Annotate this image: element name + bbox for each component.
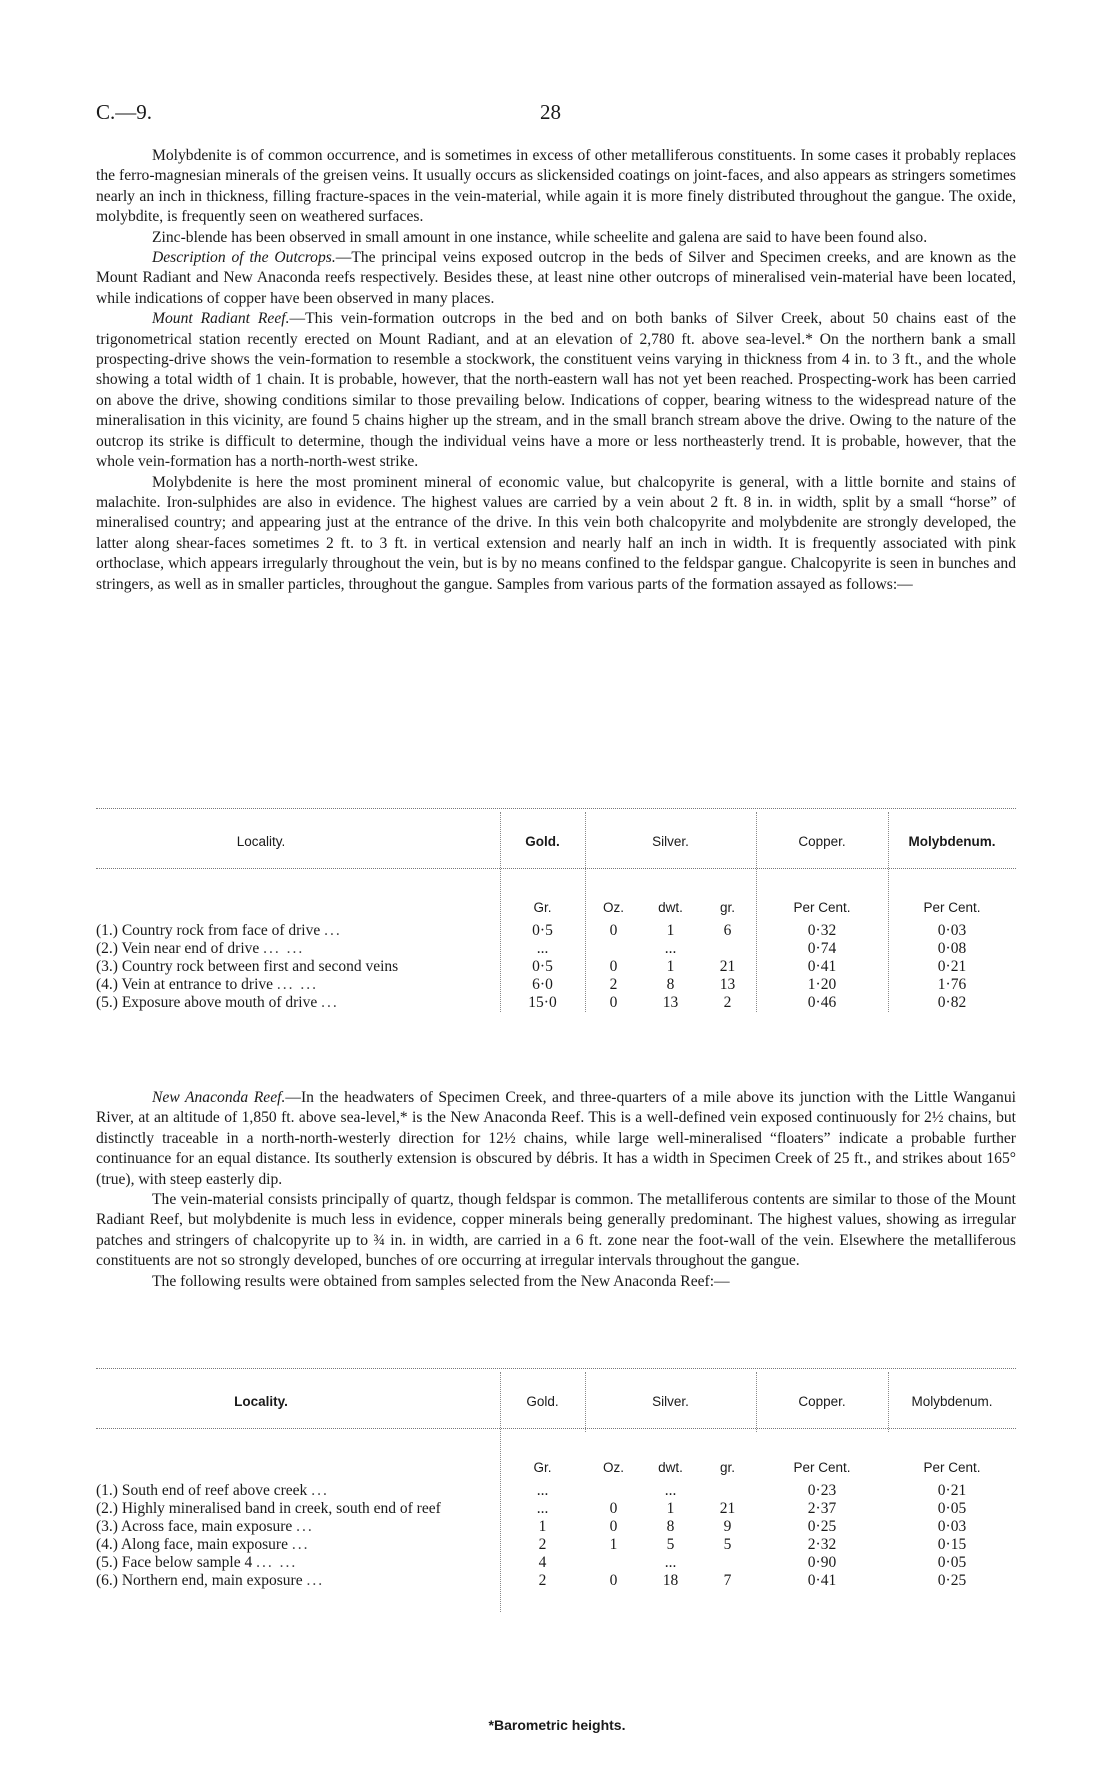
silver-dwt-cell: 1	[666, 922, 675, 939]
paragraph: New Anaconda Reef.—In the headwaters of Specimen Creek, and three-quarters of a mile above its junction with the Little Wanganui River, at an altitude of 1,850 ft. above sea-level,* is the New Anaconda Reef. This is a well-defined vein exposed continuously for 2½ chains, but distinctly traceable in a north-north-westerly direction for 12½ chains, while large well-mineralised “floaters” indicate a probable further continuance for an equal distance. Its southerly extension is obscured by débris. It has a width in Specimen Creek of 25 ft., and strikes about 165° (true), with steep easterly dip.	[96, 1089, 1016, 1188]
silver-dwt-cell: 13	[662, 994, 679, 1011]
copper-cell: 0·41	[807, 958, 837, 975]
silver-gr-cell: 7	[723, 1572, 732, 1589]
locality-cell: (2.) Highly mineralised band in creek, south end of reef	[96, 1500, 441, 1517]
footnote: *Barometric heights.	[488, 1717, 626, 1733]
molybdenum-cell: 0·05	[937, 1554, 967, 1571]
column-header-molybdenum: Molybdenum.	[911, 1394, 993, 1409]
unit-label: Per Cent.	[793, 900, 851, 915]
silver-dwt-cell: 1	[666, 1500, 675, 1517]
copper-cell: 0·23	[807, 1482, 837, 1499]
column-header-gold: Gold.	[525, 834, 560, 849]
paragraph: Molybdenite is here the most prominent mineral of economic value, but chalcopyrite is general, with a little bornite and stains of malachite. Iron-sulphides are also in evidence. The highest values are carried by a vein about 2 ft. 8 in. in width, split by a small “horse” of mineralised country; and appearing just at the entrance of the drive. In this vein both chalcopyrite and molybdenite are strongly developed, the latter along shear-faces sometimes 2 ft. to 3 ft. in vertical extension and nearly half an inch in width. It is frequently associated with pink orthoclase, which appears irregularly throughout the vein, but is by no means confined to the feldspar gangue. Chalcopyrite is seen in bunches and stringers, as well as in smaller particles, throughout the gangue. Samples from various parts of the formation assayed as follows:—	[96, 473, 1016, 593]
locality-cell: (4.) Vein at entrance to drive ... ...	[96, 976, 319, 993]
unit-label: gr.	[719, 1460, 735, 1475]
copper-cell: 2·32	[807, 1536, 837, 1553]
column-header-locality: Locality.	[236, 834, 286, 849]
molybdenum-cell: 0·82	[937, 994, 967, 1011]
unit-label: Oz.	[602, 1460, 624, 1475]
table-body	[96, 1482, 1016, 1590]
silver-dwt-cell: ...	[664, 1482, 677, 1499]
locality-cell: (6.) Northern end, main exposure ...	[96, 1572, 325, 1589]
table-rule	[96, 868, 1016, 869]
subheading: Description of the Outcrops.	[152, 249, 336, 267]
gold-cell: ...	[536, 940, 549, 957]
molybdenum-cell: 0·05	[937, 1500, 967, 1517]
locality-cell: (5.) Face below sample 4 ... ...	[96, 1554, 298, 1571]
column-header-locality: Locality.	[234, 1394, 288, 1409]
column-header-molybdenum: Molybdenum.	[908, 834, 996, 849]
molybdenum-cell: 0·21	[937, 958, 967, 975]
locality-cell: (4.) Along face, main exposure ...	[96, 1536, 310, 1553]
table-row	[96, 1572, 1016, 1590]
table-row	[96, 1482, 1016, 1500]
column-header-gold: Gold.	[526, 1394, 559, 1409]
molybdenum-cell: 0·25	[937, 1572, 967, 1589]
table-row	[96, 940, 1016, 958]
unit-label: dwt.	[658, 900, 683, 915]
silver-oz-cell: 0	[609, 922, 618, 939]
paragraph: Zinc-blende has been observed in small amount in one instance, while scheelite and galena are said to have been found also.	[152, 228, 928, 246]
paragraph: Molybdenite is of common occurrence, and is sometimes in excess of other metalliferous constituents. In some cases it probably replaces the ferro-magnesian minerals of the greisen veins. It usually occurs as slickensided coatings on joint-faces, and also appears as stringers sometimes nearly an inch in thickness, filling fracture-spaces in the vein-material, while again it is more finely distributed throughout the gangue. The oxide, molybdite, is frequently seen on weathered surfaces.	[96, 147, 1016, 226]
copper-cell: 0·32	[807, 922, 837, 939]
silver-gr-cell: 13	[719, 976, 736, 993]
column-header-copper: Copper.	[798, 834, 846, 849]
molybdenum-cell: 0·03	[937, 922, 967, 939]
gold-cell: 1	[538, 1518, 547, 1535]
silver-oz-cell: 1	[609, 1536, 618, 1553]
silver-dwt-cell: ...	[664, 1554, 677, 1571]
silver-oz-cell: 0	[609, 994, 618, 1011]
silver-gr-cell: 9	[723, 1518, 732, 1535]
table-row	[96, 1518, 1016, 1536]
copper-cell: 0·90	[807, 1554, 837, 1571]
gold-cell: 0·5	[532, 922, 553, 939]
silver-oz-cell: 2	[609, 976, 618, 993]
silver-oz-cell: 0	[609, 1518, 618, 1535]
paragraph: The following results were obtained from samples selected from the New Anaconda Reef:—	[152, 1272, 730, 1290]
column-header-silver: Silver.	[652, 834, 689, 849]
copper-cell: 0·25	[807, 1518, 837, 1535]
unit-label: dwt.	[658, 1460, 683, 1475]
silver-gr-cell: 2	[723, 994, 732, 1011]
paragraph: The vein-material consists principally of quartz, though feldspar is common. The metalliferous contents are similar to those of the Mount Radiant Reef, but molybdenite is much less in evidence, copper minerals being generally predominant. The highest values, showing as irregular patches and stringers of chalcopyrite up to ¾ in. in width, are carried in a 6 ft. zone near the foot-wall of the vein. Elsewhere the metalliferous constituents are not so strongly developed, bunches of ore occurring at irregular intervals throughout the gangue.	[96, 1191, 1016, 1270]
molybdenum-cell: 0·21	[937, 1482, 967, 1499]
locality-cell: (5.) Exposure above mouth of drive ...	[96, 994, 339, 1011]
silver-dwt-cell: 8	[666, 1518, 675, 1535]
silver-dwt-cell: 5	[666, 1536, 675, 1553]
silver-dwt-cell: 1	[666, 958, 675, 975]
silver-dwt-cell: ...	[664, 940, 677, 957]
locality-cell: (1.) Country rock from face of drive ...	[96, 922, 342, 939]
silver-gr-cell: 6	[723, 922, 732, 939]
table-rule	[96, 808, 1016, 809]
table-row	[96, 958, 1016, 976]
table-body	[96, 922, 1016, 1012]
page-number: 28	[540, 100, 561, 124]
document-reference: C.—9.	[96, 100, 153, 124]
locality-cell: (1.) South end of reef above creek ...	[96, 1482, 329, 1499]
subheading: Mount Radiant Reef.	[152, 310, 290, 328]
table-row	[96, 976, 1016, 994]
molybdenum-cell: 1·76	[937, 976, 967, 993]
column-header-copper: Copper.	[798, 1394, 846, 1409]
silver-oz-cell: 0	[609, 1572, 618, 1589]
unit-label: Gr.	[533, 900, 552, 915]
gold-cell: 2	[538, 1536, 547, 1553]
unit-label: Per Cent.	[923, 1460, 981, 1475]
unit-label: Per Cent.	[793, 1460, 851, 1475]
locality-cell: (3.) Country rock between first and second veins	[96, 958, 399, 975]
gold-cell: 15·0	[528, 994, 557, 1011]
silver-gr-cell: 21	[719, 958, 736, 975]
gold-cell: ...	[536, 1482, 549, 1499]
molybdenum-cell: 0·03	[937, 1518, 967, 1535]
gold-cell: 2	[538, 1572, 547, 1589]
locality-cell: (3.) Across face, main exposure ...	[96, 1518, 314, 1535]
gold-cell: ...	[536, 1500, 549, 1517]
text-section-new-anaconda	[96, 1088, 1016, 1292]
silver-oz-cell: 0	[609, 958, 618, 975]
table-row	[96, 1554, 1016, 1572]
copper-cell: 0·74	[807, 940, 837, 957]
table-row	[96, 1500, 1016, 1518]
paragraph: Mount Radiant Reef.—This vein-formation outcrops in the bed and on both banks of Silver Creek, about 50 chains east of the trigonometrical station recently erected on Mount Radiant, and at an elevation of 2,780 ft. above sea-level.* On the northern bank a small prospecting-drive shows the vein-formation to resemble a stockwork, the constituent veins varying in thickness from 4 in. to 3 ft., and the whole showing a total width of 1 chain. It is probable, however, that the north-eastern wall has not yet been reached. Prospecting-work has been carried on above the drive, showing conditions similar to those prevailing below. Indications of copper, bearing witness to the widespread nature of the mineralisation in this vicinity, are found 5 chains higher up the stream, and in the small branch stream above the drive. Owing to the nature of the outcrop its strike is difficult to determine, though the individual veins have a more or less northeasterly trend. It is probable, however, that the whole vein-formation has a north-north-west strike.	[96, 310, 1017, 471]
table-row	[96, 922, 1016, 940]
molybdenum-cell: 0·08	[937, 940, 967, 957]
table-row	[96, 1536, 1016, 1554]
text-section-mount-radiant	[96, 146, 1016, 595]
silver-gr-cell: 21	[719, 1500, 736, 1517]
subheading: New Anaconda Reef.	[152, 1089, 286, 1106]
molybdenum-cell: 0·15	[937, 1536, 967, 1553]
silver-dwt-cell: 18	[662, 1572, 679, 1589]
column-header-silver: Silver.	[652, 1394, 689, 1409]
gold-cell: 4	[538, 1554, 547, 1571]
unit-label: Oz.	[602, 900, 624, 915]
copper-cell: 1·20	[807, 976, 837, 993]
gold-cell: 0·5	[532, 958, 553, 975]
gold-cell: 6·0	[532, 976, 553, 993]
page-header	[0, 100, 1114, 130]
silver-oz-cell: 0	[609, 1500, 618, 1517]
silver-gr-cell: 5	[723, 1536, 732, 1553]
table-rule	[96, 1368, 1016, 1369]
unit-label: Per Cent.	[923, 900, 981, 915]
copper-cell: 2·37	[807, 1500, 837, 1517]
unit-label: gr.	[719, 900, 735, 915]
copper-cell: 0·46	[807, 994, 837, 1011]
locality-cell: (2.) Vein near end of drive ... ...	[96, 940, 305, 957]
table-rule	[96, 1428, 1016, 1429]
copper-cell: 0·41	[807, 1572, 837, 1589]
unit-label: Gr.	[533, 1460, 552, 1475]
silver-dwt-cell: 8	[666, 976, 675, 993]
paragraph: Description of the Outcrops.—The principal veins exposed outcrop in the beds of Silver and Specimen creeks, and are known as the Mount Radiant and New Anaconda reefs respectively. Besides these, at least nine other outcrops of mineralised vein-material have been located, while indications of copper have been observed in many places.	[96, 249, 1016, 307]
table-row	[96, 994, 1016, 1012]
